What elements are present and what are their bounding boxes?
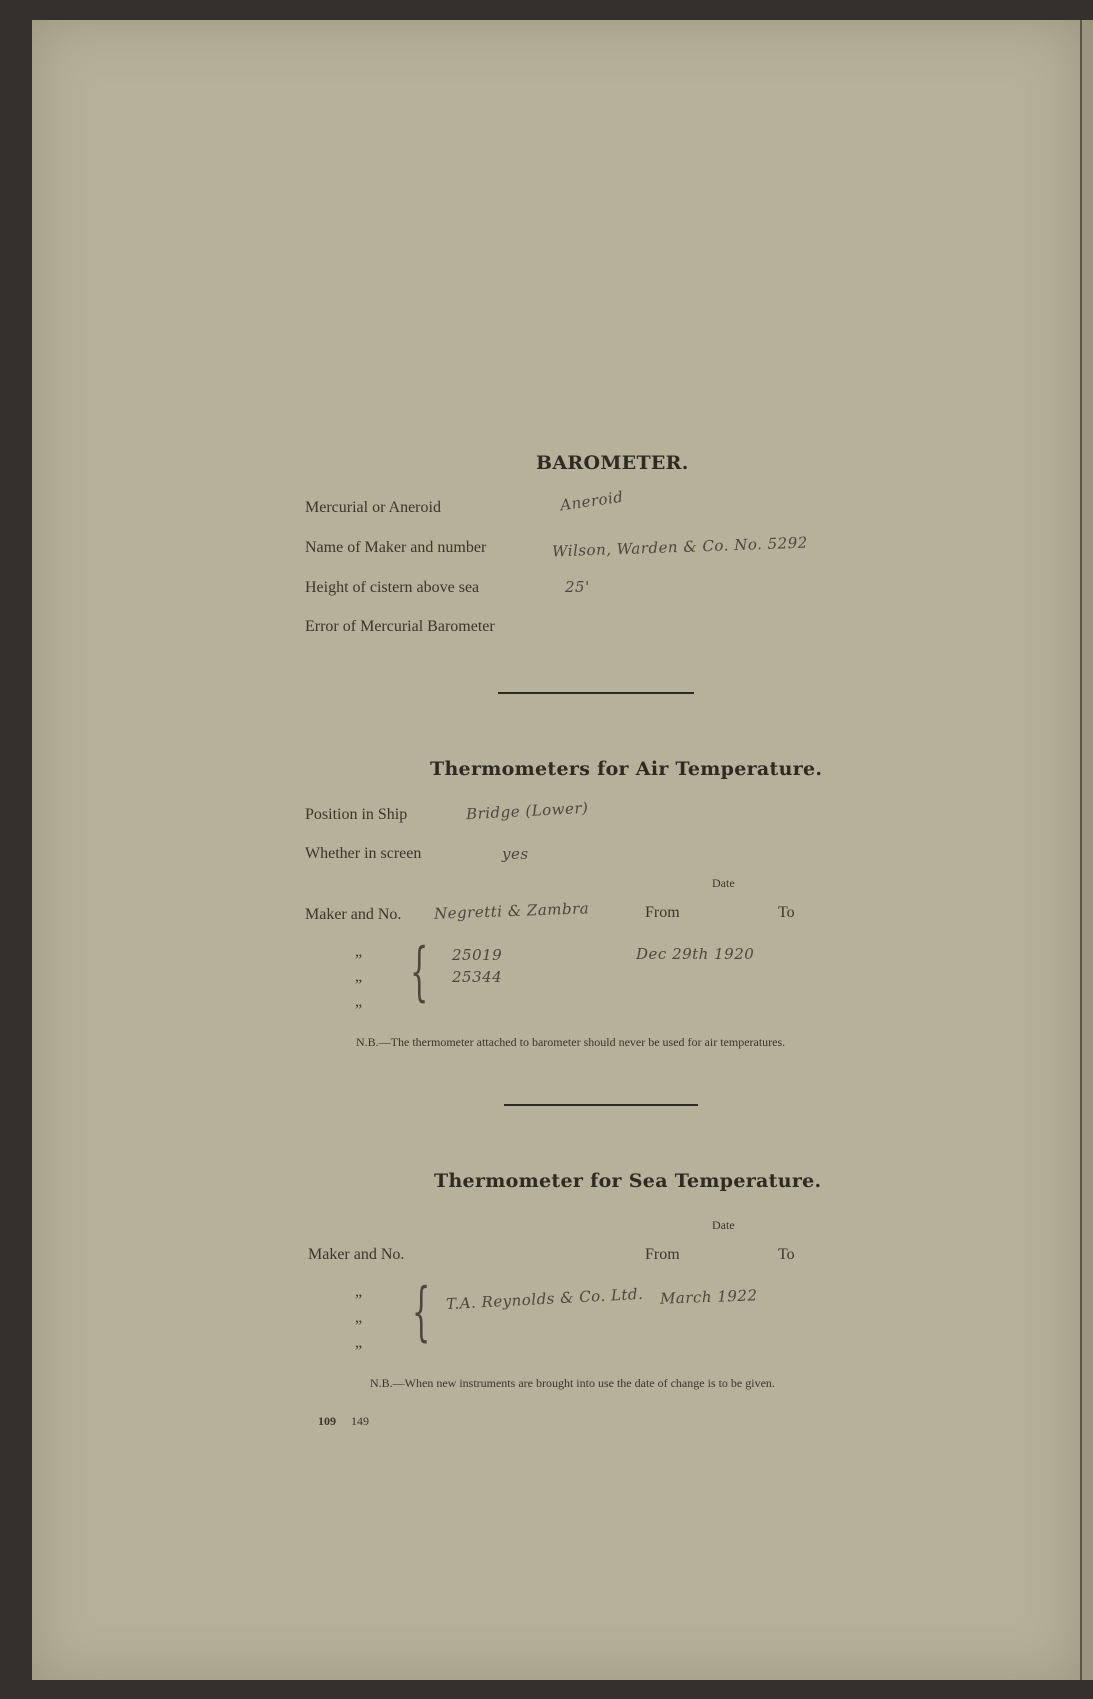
position-in-ship-label: Position in Ship (305, 806, 408, 823)
whether-in-screen-label: Whether in screen (305, 845, 422, 862)
section-divider-1 (498, 692, 694, 694)
sea-maker-value: T.A. Reynolds & Co. Ltd. (445, 1284, 644, 1314)
sea-maker-label: Maker and No. (308, 1246, 405, 1263)
air-ditto-mark-1: ” (355, 952, 363, 969)
sea-brace-icon: { (412, 1275, 431, 1349)
air-thermometer-number-1: 25019 (452, 946, 503, 964)
section-divider-2 (504, 1104, 698, 1106)
whether-in-screen-value: yes (502, 845, 529, 863)
sea-from-date-value: March 1922 (659, 1286, 758, 1308)
maker-and-number-value: Wilson, Warden & Co. No. 5292 (551, 533, 809, 561)
air-maker-label: Maker and No. (305, 906, 402, 923)
adjacent-page-edge (1080, 20, 1093, 1680)
cistern-height-label: Height of cistern above sea (305, 579, 480, 596)
mercurial-or-aneroid-label: Mercurial or Aneroid (305, 499, 441, 516)
sea-thermometer-heading: Thermometer for Sea Temperature. (434, 1170, 822, 1192)
air-note: N.B.—The thermometer attached to barometer should never be used for air temperatures. (356, 1035, 786, 1049)
mercurial-or-aneroid-value: Aneroid (559, 487, 625, 515)
form-number-secondary: 149 (351, 1414, 369, 1428)
form-page (32, 20, 1080, 1680)
maker-and-number-label: Name of Maker and number (305, 539, 487, 556)
sea-ditto-mark-2: ” (355, 1318, 363, 1335)
air-ditto-mark-3: ” (355, 1002, 363, 1019)
air-from-date-value: Dec 29th 1920 (636, 945, 755, 963)
cistern-height-value: 25' (565, 578, 590, 596)
air-thermometers-heading: Thermometers for Air Temperature. (430, 758, 823, 780)
sea-ditto-mark-3: ” (355, 1343, 363, 1360)
air-to-label: To (778, 904, 795, 921)
air-date-label: Date (712, 876, 735, 890)
air-brace-icon: { (410, 935, 429, 1009)
air-ditto-mark-2: ” (355, 977, 363, 994)
air-thermometer-number-2: 25344 (452, 968, 503, 986)
sea-from-label: From (645, 1246, 680, 1263)
sea-ditto-mark-1: ” (355, 1292, 363, 1309)
air-from-label: From (645, 904, 680, 921)
position-in-ship-value: Bridge (Lower) (465, 798, 589, 824)
barometer-heading: BAROMETER. (536, 452, 689, 474)
sea-to-label: To (778, 1246, 795, 1263)
sea-note: N.B.—When new instruments are brought into use the date of change is to be given. (370, 1376, 775, 1390)
mercurial-error-label: Error of Mercurial Barometer (305, 618, 495, 635)
form-number: 109 (318, 1414, 336, 1428)
sea-date-label: Date (712, 1218, 735, 1232)
air-maker-value: Negretti & Zambra (433, 899, 590, 923)
